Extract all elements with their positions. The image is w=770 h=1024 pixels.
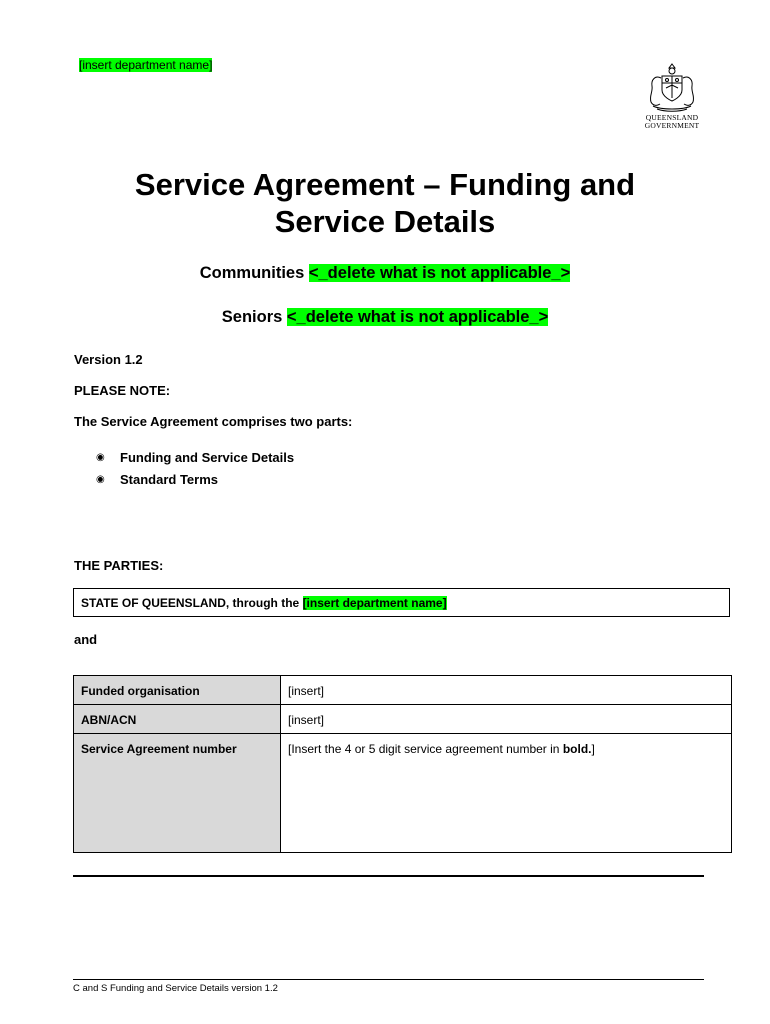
footer-rule <box>73 979 704 980</box>
state-party-box <box>73 588 730 617</box>
row-value <box>281 734 732 853</box>
title-line-2: Service Details <box>274 204 496 239</box>
part-item: Funding and Service Details <box>120 450 295 465</box>
seniors-placeholder: <_delete what is not applicable_> <box>286 308 549 326</box>
part-item: Standard Terms <box>120 472 219 487</box>
document-title <box>0 166 770 240</box>
row-value: [insert] <box>281 705 732 734</box>
title-line-1: Service Agreement – Funding and <box>134 167 636 202</box>
horizontal-rule <box>73 875 704 877</box>
table-row <box>74 705 732 734</box>
logo-text-queensland: QUEENSLAND <box>645 113 699 122</box>
bullet-icon: ◉ <box>96 452 105 463</box>
value-bold-text: bold. <box>562 742 592 756</box>
seniors-line <box>0 308 770 327</box>
communities-label: Communities <box>199 264 305 282</box>
state-party-text: STATE OF QUEENSLAND, through the <box>81 596 300 610</box>
state-party-placeholder: [insert department name] <box>302 596 447 610</box>
parties-heading: THE PARTIES: <box>74 558 164 573</box>
queensland-government-logo <box>640 62 704 130</box>
value-close: ] <box>591 742 595 756</box>
coat-of-arms-icon <box>647 62 697 114</box>
and-text: and <box>74 632 98 647</box>
bullet-icon: ◉ <box>96 474 105 485</box>
version-text: Version 1.2 <box>74 352 143 367</box>
value-text: [Insert the 4 or 5 digit service agreement number in <box>288 742 560 756</box>
logo-text-government: GOVERNMENT <box>644 121 700 130</box>
table-row <box>74 734 732 853</box>
communities-placeholder: <_delete what is not applicable_> <box>308 264 571 282</box>
communities-line <box>0 264 770 283</box>
table-row <box>74 676 732 705</box>
footer-text: C and S Funding and Service Details version 1.2 <box>73 983 278 994</box>
row-label: Funded organisation <box>74 676 281 705</box>
intro-text: The Service Agreement comprises two parts: <box>74 414 353 429</box>
funded-organisation-table <box>73 675 732 853</box>
row-label: ABN/ACN <box>74 705 281 734</box>
row-value: [insert] <box>281 676 732 705</box>
row-label: Service Agreement number <box>74 734 281 853</box>
please-note-heading: PLEASE NOTE: <box>74 383 171 398</box>
seniors-label: Seniors <box>221 308 283 326</box>
department-placeholder: [insert department name] <box>79 58 213 72</box>
